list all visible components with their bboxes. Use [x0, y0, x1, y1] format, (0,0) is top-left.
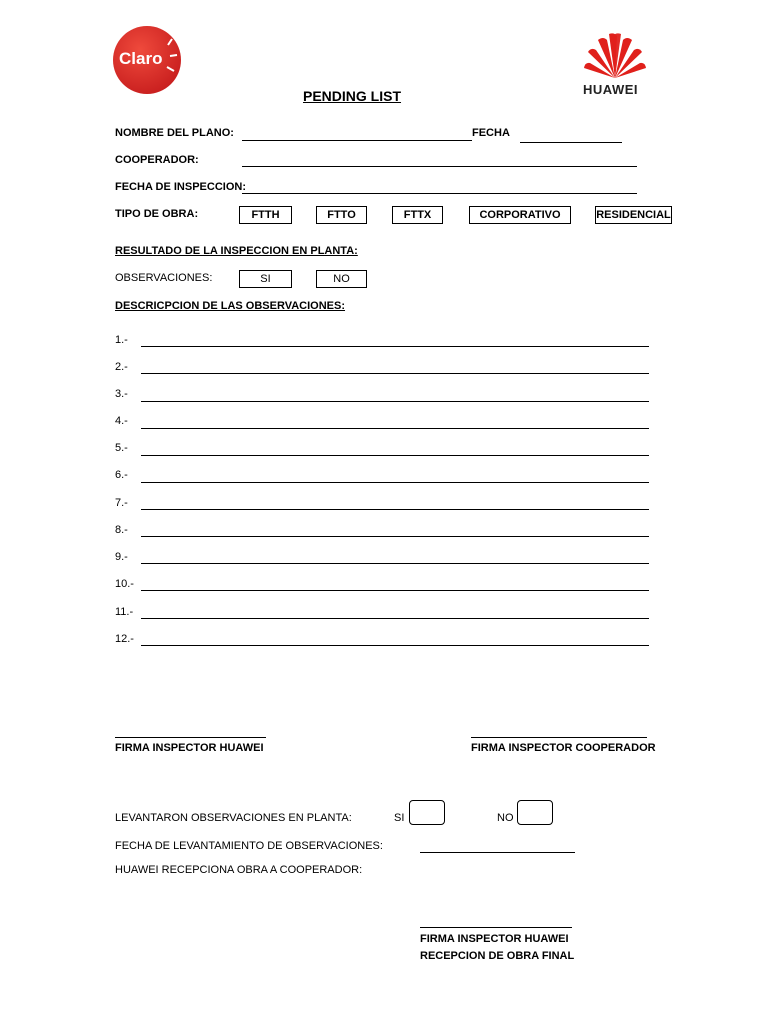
lifted-date-field[interactable] — [420, 852, 575, 853]
date-label: FECHA — [472, 127, 510, 139]
lifted-date-label: FECHA DE LEVANTAMIENTO DE OBSERVACIONES: — [115, 840, 383, 852]
inspection-date-label: FECHA DE INSPECCION: — [115, 181, 246, 193]
observation-number: 2.- — [115, 361, 128, 373]
work-type-label: TIPO DE OBRA: — [115, 208, 199, 220]
observation-number: 4.- — [115, 415, 128, 427]
observation-number: 10.- — [115, 578, 134, 590]
observation-number: 5.- — [115, 442, 128, 454]
work-type-ftth-checkbox[interactable]: FTTH — [239, 206, 292, 224]
page-title: PENDING LIST — [303, 88, 402, 104]
final-signature-label-1: FIRMA INSPECTOR HUAWEI — [420, 933, 569, 945]
huawei-signature-line[interactable] — [115, 737, 266, 738]
lifted-observations-label: LEVANTARON OBSERVACIONES EN PLANTA: — [115, 812, 352, 824]
plan-name-label: NOMBRE DEL PLANO: — [115, 127, 234, 139]
lifted-yes-label: SI — [394, 812, 405, 824]
inspection-date-field[interactable] — [242, 193, 637, 194]
observation-number: 7.- — [115, 497, 128, 509]
observations-no-checkbox[interactable]: NO — [316, 270, 367, 288]
cooperator-field[interactable] — [242, 166, 637, 167]
observation-line[interactable] — [141, 618, 649, 619]
cooperator-signature-label: FIRMA INSPECTOR COOPERADOR — [471, 742, 656, 754]
huawei-petals-icon — [580, 30, 650, 80]
observations-label: OBSERVACIONES: — [115, 272, 213, 284]
work-type-ftto-checkbox[interactable]: FTTO — [316, 206, 367, 224]
date-field[interactable] — [520, 142, 622, 143]
result-heading: RESULTADO DE LA INSPECCION EN PLANTA: — [115, 245, 358, 257]
observation-line[interactable] — [141, 645, 649, 646]
observation-line[interactable] — [141, 590, 649, 591]
cooperator-signature-line[interactable] — [471, 737, 647, 738]
claro-logo-text: Claro — [119, 49, 163, 68]
work-type-corporativo-checkbox[interactable]: CORPORATIVO — [469, 206, 571, 224]
observation-line[interactable] — [141, 346, 649, 347]
claro-logo — [112, 25, 182, 95]
observation-number: 3.- — [115, 388, 128, 400]
observation-number: 8.- — [115, 524, 128, 536]
huawei-signature-label: FIRMA INSPECTOR HUAWEI — [115, 742, 264, 754]
plan-name-field[interactable] — [242, 140, 472, 141]
observations-yes-checkbox[interactable]: SI — [239, 270, 292, 288]
observation-line[interactable] — [141, 536, 649, 537]
work-type-fttx-checkbox[interactable]: FTTX — [392, 206, 443, 224]
observation-number: 1.- — [115, 334, 128, 346]
observation-number: 6.- — [115, 469, 128, 481]
work-type-residencial-checkbox[interactable]: RESIDENCIAL — [595, 206, 672, 224]
observation-line[interactable] — [141, 428, 649, 429]
observation-line[interactable] — [141, 401, 649, 402]
huawei-logo — [580, 30, 650, 100]
observation-line[interactable] — [141, 509, 649, 510]
observation-line[interactable] — [141, 563, 649, 564]
observation-line[interactable] — [141, 482, 649, 483]
reception-label: HUAWEI RECEPCIONA OBRA A COOPERADOR: — [115, 864, 363, 876]
cooperator-label: COOPERADOR: — [115, 154, 199, 166]
observation-number: 11.- — [115, 606, 134, 618]
huawei-logo-text: HUAWEI — [583, 82, 638, 97]
final-signature-label-2: RECEPCION DE OBRA FINAL — [420, 950, 575, 962]
observation-number: 12.- — [115, 633, 134, 645]
description-heading: DESCRICPCION DE LAS OBSERVACIONES: — [115, 300, 346, 312]
final-signature-line[interactable] — [420, 927, 572, 928]
observation-number: 9.- — [115, 551, 128, 563]
observation-line[interactable] — [141, 455, 649, 456]
lifted-no-label: NO — [497, 812, 514, 824]
lifted-yes-checkbox[interactable] — [409, 800, 445, 825]
observation-line[interactable] — [141, 373, 649, 374]
lifted-no-checkbox[interactable] — [517, 800, 553, 825]
